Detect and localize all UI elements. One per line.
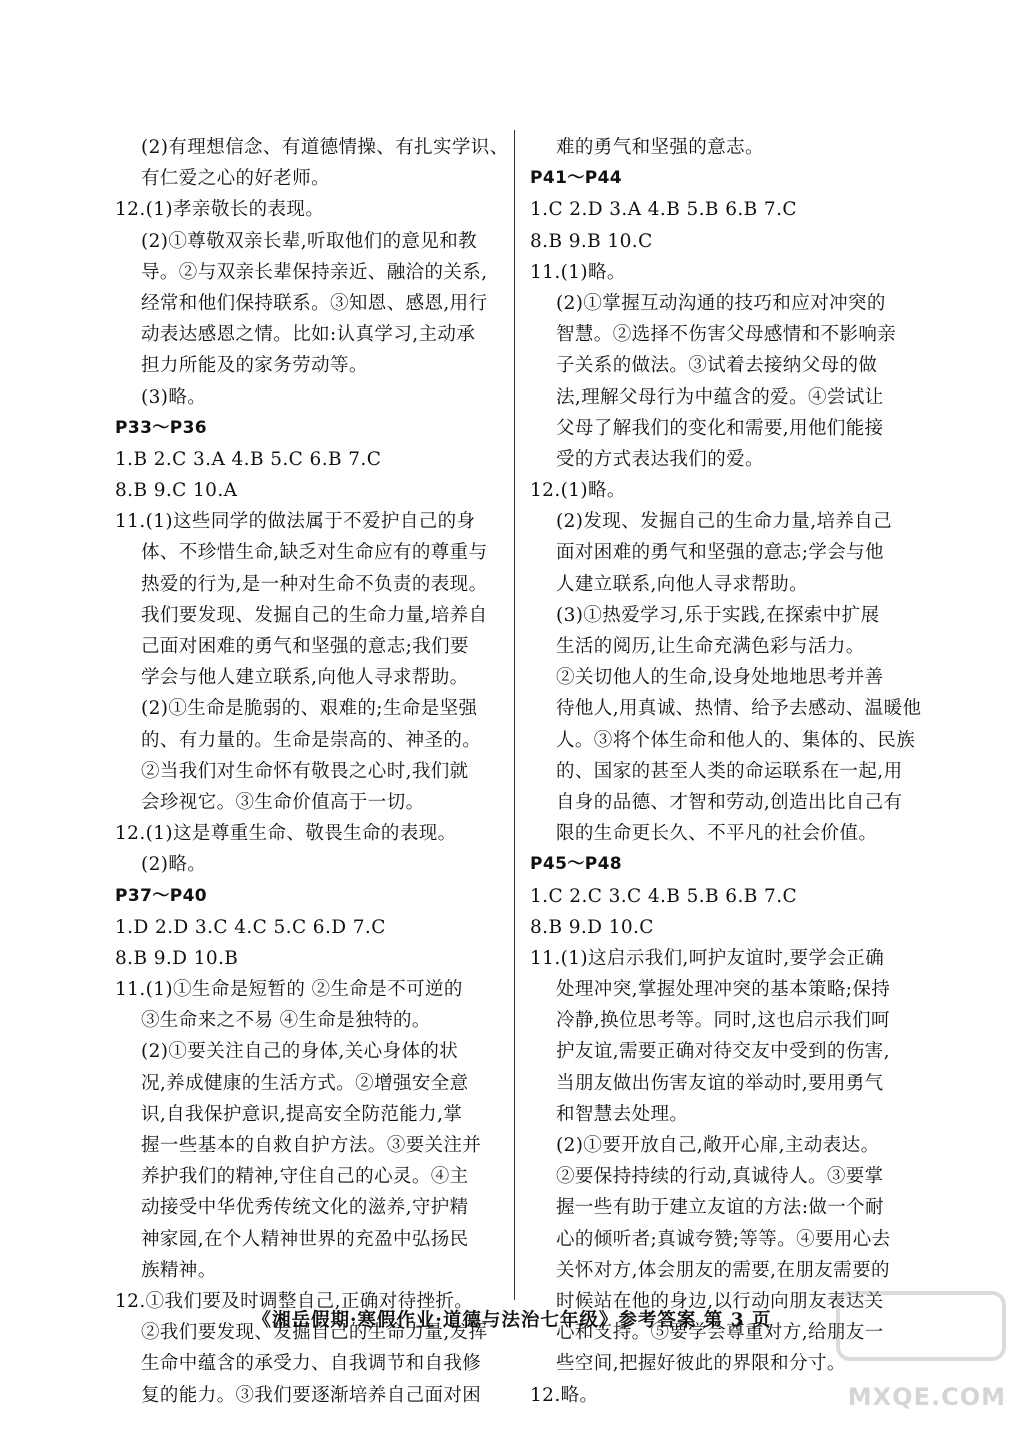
answer-line: 动接受中华优秀传统文化的滋养,守护精 xyxy=(141,1197,469,1219)
answer-line: 我们要发现、发掘自己的生命力量,培养自 xyxy=(141,604,488,626)
answer-line: (3)略。 xyxy=(141,386,207,408)
answer-line: 1.C 2.D 3.A 4.B 5.B 6.B 7.C xyxy=(530,199,797,221)
watermark xyxy=(836,1291,1006,1411)
answer-line: 12.(1)孝亲敬长的表现。 xyxy=(115,199,325,221)
answer-line: 受的方式表达我们的爱。 xyxy=(556,448,764,470)
answer-line: 8.B 9.D 10.B xyxy=(115,947,239,969)
answer-line: 11.(1)这启示我们,呵护友谊时,要学会正确 xyxy=(530,947,885,969)
answer-line: 体、不珍惜生命,缺乏对生命应有的尊重与 xyxy=(141,542,488,564)
answer-line: 心和支持。⑤要学会尊重对方,给朋友一 xyxy=(556,1322,884,1344)
answer-line: 处理冲突,掌握处理冲突的基本策略;保持 xyxy=(556,979,891,1001)
answer-line: 时候站在他的身边,以行动向朋友表达关 xyxy=(556,1290,884,1312)
answer-line: ②当我们对生命怀有敬畏之心时,我们就 xyxy=(141,760,469,782)
section-heading: P45～P48 xyxy=(530,854,623,875)
answer-line: 11.(1)这些同学的做法属于不爱护自己的身 xyxy=(115,511,476,533)
answer-line: 8.B 9.B 10.C xyxy=(530,230,653,252)
answer-line: 自身的品德、才智和劳动,创造出比自己有 xyxy=(556,791,903,813)
answer-line: 12.(1)这是尊重生命、敬畏生命的表现。 xyxy=(115,823,457,845)
answer-line: 复的能力。③我们要逐渐培养自己面对困 xyxy=(141,1384,482,1406)
page-footer: 《湘岳假期·寒假作业·道德与法治七年级》参考答案 第 3 页 xyxy=(252,1310,772,1331)
answer-line: 11.(1)略。 xyxy=(530,261,626,283)
right-column xyxy=(530,132,930,1411)
answer-line: (2)①要关注自己的身体,关心身体的状 xyxy=(141,1041,459,1063)
answer-line: 学会与他人建立联系,向他人寻求帮助。 xyxy=(141,667,469,689)
answer-line: 族精神。 xyxy=(141,1259,217,1281)
answer-line: (3)①热爱学习,乐于实践,在探索中扩展 xyxy=(556,604,880,626)
watermark-logo xyxy=(836,1291,1006,1361)
answer-line: 12.略。 xyxy=(530,1384,599,1406)
answer-line: 和智慧去处理。 xyxy=(556,1103,689,1125)
answer-line: 生活的阅历,让生命充满色彩与活力。 xyxy=(556,636,865,657)
answer-line: 智慧。②选择不伤害父母感情和不影响亲 xyxy=(556,324,897,346)
answer-line: 养护我们的精神,守住自己的心灵。④主 xyxy=(141,1166,469,1188)
answer-line: 限的生命更长久、不平凡的社会价值。 xyxy=(556,823,878,845)
section-heading: P33～P36 xyxy=(115,417,208,438)
answer-line: ②关切他人的生命,设身处地地思考并善 xyxy=(556,667,884,689)
answer-line: (2)略。 xyxy=(141,854,207,876)
answer-line: (2)①生命是脆弱的、艰难的;生命是坚强 xyxy=(141,698,478,720)
answer-line: 心的倾听者;真诚夸赞;等等。④要用心去 xyxy=(556,1228,891,1250)
watermark-url: MXQE.COM xyxy=(847,1383,1006,1411)
answer-line: 护友谊,需要正确对待交友中受到的伤害, xyxy=(556,1041,890,1063)
answer-line: 些空间,把握好彼此的界限和分寸。 xyxy=(556,1353,846,1375)
answer-line: 的、国家的甚至人类的命运联系在一起,用 xyxy=(556,760,903,782)
answer-line: 识,自我保护意识,提高安全防范能力,掌 xyxy=(141,1103,463,1125)
answer-line: 1.B 2.C 3.A 4.B 5.C 6.B 7.C xyxy=(115,448,382,470)
section-heading: P41～P44 xyxy=(530,168,623,189)
answer-line: 动表达感恩之情。比如:认真学习,主动承 xyxy=(141,324,476,346)
answer-line: 人建立联系,向他人寻求帮助。 xyxy=(556,573,808,595)
answer-line: 11.(1)①生命是短暂的 ②生命是不可逆的 xyxy=(115,979,463,1001)
left-column xyxy=(115,132,515,1411)
answer-line: 难的勇气和坚强的意志。 xyxy=(556,137,764,158)
answer-line: 己面对困难的勇气和坚强的意志;我们要 xyxy=(141,636,469,657)
answer-line: ③生命来之不易 ④生命是独特的。 xyxy=(141,1010,431,1032)
answer-line: 当朋友做出伤害友谊的举动时,要用勇气 xyxy=(556,1072,884,1094)
answer-line: 1.D 2.D 3.C 4.C 5.C 6.D 7.C xyxy=(115,916,386,938)
answer-line: 8.B 9.C 10.A xyxy=(115,480,238,502)
answer-line: 生命中蕴含的承受力、自我调节和自我修 xyxy=(141,1353,482,1375)
answer-line: 1.C 2.C 3.C 4.B 5.B 6.B 7.C xyxy=(530,885,798,907)
answer-line: 导。②与双亲长辈保持亲近、融洽的关系, xyxy=(141,261,488,283)
answer-line: 子关系的做法。③试着去接纳父母的做 xyxy=(556,355,878,377)
answer-line: (2)①要开放自己,敞开心扉,主动表达。 xyxy=(556,1135,880,1156)
answer-line: 握一些有助于建立友谊的方法:做一个耐 xyxy=(556,1197,884,1219)
answer-line: 12.①我们要及时调整自己,正确对待挫折。 xyxy=(115,1290,474,1312)
answer-line: 有仁爱之心的好老师。 xyxy=(141,168,331,190)
answer-line: 待他人,用真诚、热情、给予去感动、温暖他 xyxy=(556,698,922,720)
answer-line: 的、有力量的。生命是崇高的、神圣的。 xyxy=(141,729,482,751)
answer-line: (2)①尊敬双亲长辈,听取他们的意见和教 xyxy=(141,230,478,252)
answer-line: ②要保持持续的行动,真诚待人。③要掌 xyxy=(556,1166,884,1188)
answer-line: 12.(1)略。 xyxy=(530,480,626,502)
answer-line: 冷静,换位思考等。同时,这也启示我们呵 xyxy=(556,1010,890,1032)
answer-line: 经常和他们保持联系。③知恩、感恩,用行 xyxy=(141,292,488,314)
answer-line: 法,理解父母行为中蕴含的爱。④尝试让 xyxy=(556,386,884,408)
answer-line: (2)①掌握互动沟通的技巧和应对冲突的 xyxy=(556,292,886,314)
answer-line: 会珍视它。③生命价值高于一切。 xyxy=(141,791,425,813)
answer-line: 担力所能及的家务劳动等。 xyxy=(141,355,368,377)
answer-line: 父母了解我们的变化和需要,用他们能接 xyxy=(556,417,884,439)
section-heading: P37～P40 xyxy=(115,885,208,906)
answer-line: ②我们要发现、发掘自己的生命力量,发挥 xyxy=(141,1322,488,1344)
answer-line: 热爱的行为,是一种对生命不负责的表现。 xyxy=(141,573,488,595)
answer-line: 面对困难的勇气和坚强的意志;学会与他 xyxy=(556,542,884,564)
answer-line: 握一些基本的自救自护方法。③要关注并 xyxy=(141,1135,482,1156)
answer-line: 关怀对方,体会朋友的需要,在朋友需要的 xyxy=(556,1259,890,1281)
answer-line: 神家园,在个人精神世界的充盈中弘扬民 xyxy=(141,1228,469,1250)
answer-line: (2)有理想信念、有道德情操、有扎实学识、 xyxy=(141,137,509,158)
answer-line: 况,养成健康的生活方式。②增强安全意 xyxy=(141,1072,469,1094)
answer-line: 8.B 9.D 10.C xyxy=(530,916,654,938)
answer-line: 人。③将个体生命和他人的、集体的、民族 xyxy=(556,729,916,751)
answer-line: (2)发现、发掘自己的生命力量,培养自己 xyxy=(556,511,893,533)
